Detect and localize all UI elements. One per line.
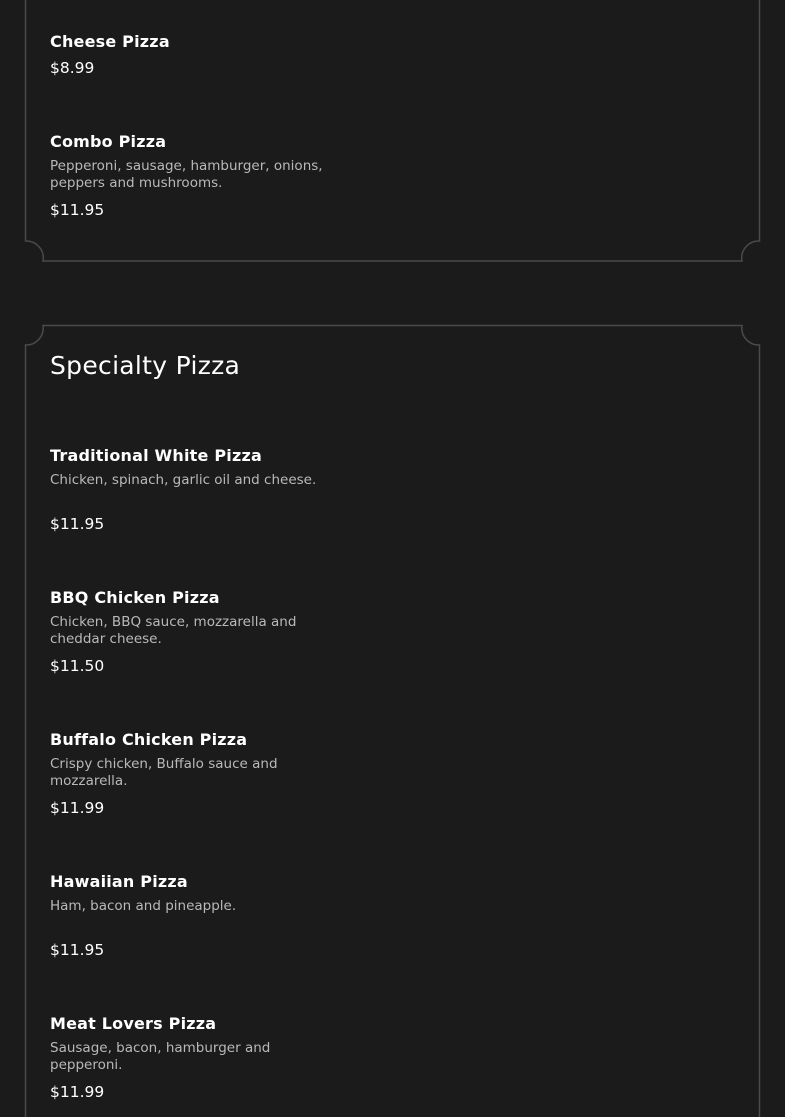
item-price: $11.95 <box>50 941 105 959</box>
item-price: $11.95 <box>50 201 105 219</box>
section-border-frame <box>25 325 760 1117</box>
item-description: Chicken, spinach, garlic oil and cheese. <box>50 472 317 488</box>
item-price: $11.99 <box>50 799 105 817</box>
menu-item <box>50 446 350 533</box>
item-price: $8.99 <box>50 59 95 77</box>
menu-item <box>50 588 350 675</box>
item-description: Ham, bacon and pineapple. <box>50 898 237 914</box>
item-description: Chicken, BBQ sauce, mozzarella and cheddar cheese. <box>50 614 297 647</box>
item-name: Combo Pizza <box>50 132 167 151</box>
item-price: $11.99 <box>50 1083 105 1101</box>
item-description: Crispy chicken, Buffalo sauce and mozzarella. <box>50 756 278 789</box>
item-name: Meat Lovers Pizza <box>50 1014 217 1033</box>
item-price: $11.95 <box>50 515 105 533</box>
section-title: Specialty Pizza <box>50 351 241 380</box>
item-description: Sausage, bacon, hamburger and pepperoni. <box>50 1040 271 1073</box>
item-name: Cheese Pizza <box>50 32 170 51</box>
item-name: Traditional White Pizza <box>50 446 262 465</box>
menu-item <box>50 32 350 77</box>
item-description: Pepperoni, sausage, hamburger, onions, peppers and mushrooms. <box>50 158 323 191</box>
menu-section-panel-top <box>25 0 760 261</box>
menu-item <box>50 730 350 817</box>
item-price: $11.50 <box>50 657 105 675</box>
menu-section-panel-specialty <box>25 325 760 1117</box>
menu-item <box>50 872 350 959</box>
item-name: Buffalo Chicken Pizza <box>50 730 248 749</box>
item-name: Hawaiian Pizza <box>50 872 188 891</box>
item-name: BBQ Chicken Pizza <box>50 588 220 607</box>
menu-item <box>50 1014 350 1101</box>
menu-item <box>50 132 350 219</box>
